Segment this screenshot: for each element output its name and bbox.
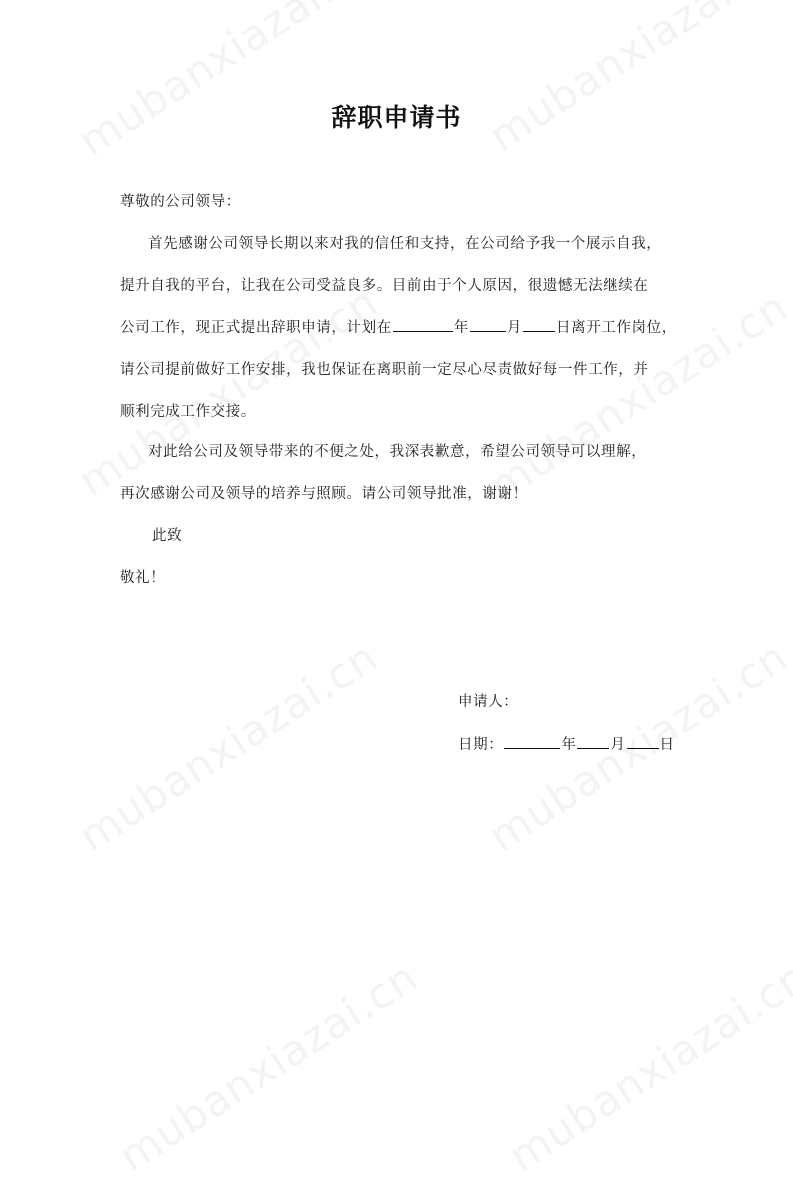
document-title: 辞职申请书: [331, 103, 462, 132]
paragraph-1-line-2: 提升自我的平台，让我在公司受益良多。目前由于个人原因，很遗憾无法继续在: [120, 278, 649, 294]
date-year-label: 年: [561, 737, 577, 753]
watermark: [70, 0, 386, 166]
watermark: [110, 952, 426, 1181]
paragraph-2-line-1: 对此给公司及领导带来的不便之处，我深表歉意，希望公司领导可以理解，: [148, 444, 647, 460]
leave-day-label: 日离开工作岗位，: [556, 320, 677, 336]
leave-year-blank[interactable]: [393, 317, 453, 332]
closing-ci-zhi: 此致: [152, 528, 183, 544]
leave-month-blank[interactable]: [470, 317, 506, 332]
paragraph-1-line-5: 顺利完成工作交接。: [120, 404, 256, 420]
applicant-label: 申请人：: [458, 694, 519, 710]
watermark: [480, 0, 793, 161]
leave-day-blank[interactable]: [523, 317, 555, 332]
date-line: [458, 733, 675, 754]
leave-year-label: 年: [453, 320, 469, 336]
date-day-label: 日: [659, 737, 675, 753]
date-label: 日期：: [458, 737, 504, 753]
date-year-blank[interactable]: [504, 734, 560, 749]
paragraph-1-line-3: [120, 316, 677, 337]
paragraph-2-line-2: 再次感谢公司及领导的培养与照顾。请公司领导批准，谢谢！: [120, 486, 528, 502]
salutation: 尊敬的公司领导：: [120, 194, 241, 210]
closing-jing-li: 敬礼！: [120, 570, 166, 586]
watermark: [500, 952, 793, 1181]
leave-plan-text: 公司工作，现正式提出辞职申请，计划在: [120, 320, 392, 336]
leave-month-label: 月: [506, 320, 523, 336]
date-day-blank[interactable]: [627, 734, 659, 749]
watermark: [70, 277, 386, 506]
date-month-blank[interactable]: [577, 734, 609, 749]
watermark: [70, 632, 386, 861]
paragraph-1-line-4: 请公司提前做好工作安排，我也保证在离职前一定尽心尽责做好每一件工作，并: [120, 362, 649, 378]
paragraph-1-line-1: 首先感谢公司领导长期以来对我的信任和支持，在公司给予我一个展示自我，: [148, 236, 662, 252]
date-month-label: 月: [610, 737, 626, 753]
